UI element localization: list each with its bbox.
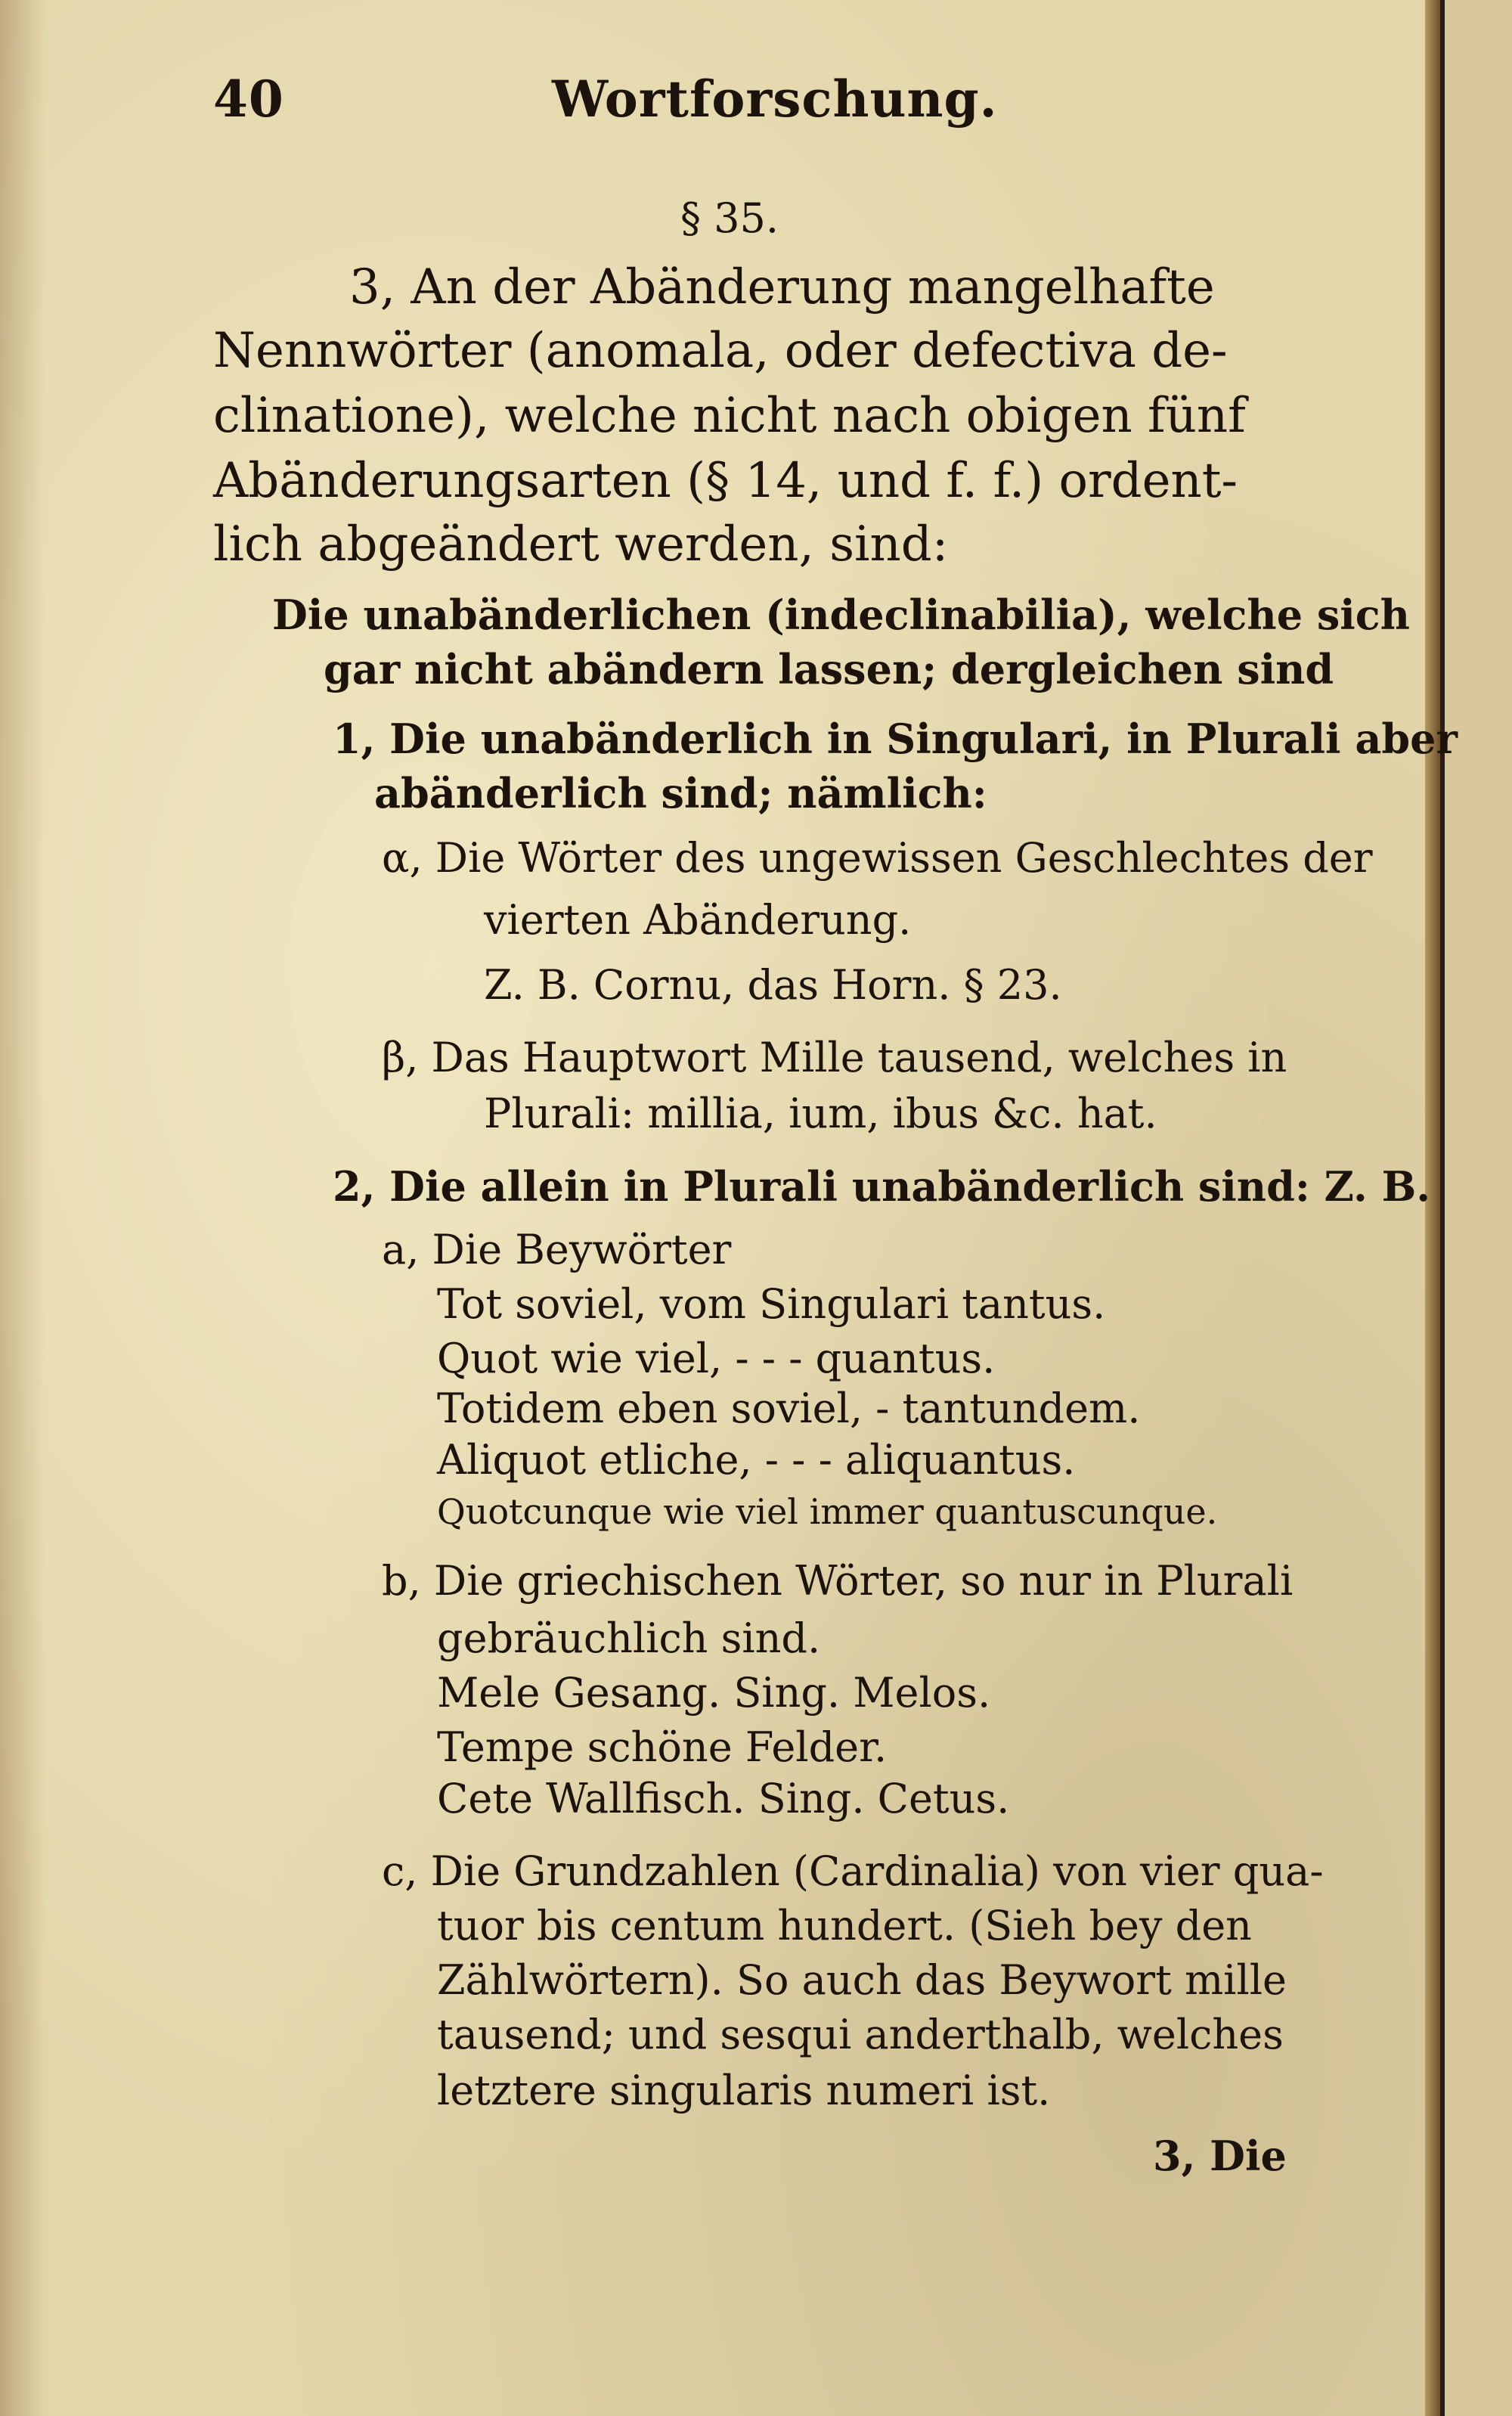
catchword: 3, Die — [1153, 2132, 1287, 2180]
text-line: tausend; und sesqui anderthalb, welches — [437, 2011, 1284, 2058]
text-line: Die unabänderlichen (indeclinabilia), welche sich — [272, 591, 1410, 639]
text-line: clinatione), welche nicht nach obigen fünf — [213, 388, 1246, 444]
text-line: Nennwörter (anomala, oder defectiva de- — [213, 323, 1228, 379]
text-line: Z. B. Cornu, das Horn. § 23. — [484, 961, 1062, 1009]
text-line: Abänderungsarten (§ 14, und f. f.) ordent- — [213, 453, 1238, 509]
text-line: Plurali: millia, ium, ibus &c. hat. — [484, 1090, 1157, 1137]
table-row: Quot wie viel, - - - quantus. — [437, 1335, 996, 1382]
table-row: Mele Gesang. Sing. Melos. — [437, 1669, 991, 1717]
text-line: gar nicht abändern lassen; dergleichen sind — [324, 645, 1334, 693]
text-line: gebräuchlich sind. — [437, 1614, 821, 1662]
table-row: Tempe schöne Felder. — [437, 1723, 888, 1771]
section-heading: § 35. — [680, 194, 779, 242]
table-row: Aliquot etliche, - - - aliquantus. — [437, 1436, 1076, 1484]
adjacent-page-strip — [1440, 0, 1512, 2416]
table-row: Quotcunque wie viel immer quantuscunque. — [437, 1491, 1218, 1532]
text-line: letztere singularis numeri ist. — [437, 2067, 1051, 2114]
list-item: α, Die Wörter des ungewissen Geschlechtes der — [382, 834, 1373, 882]
text-line: tuor bis centum hundert. (Sieh bey den — [437, 1902, 1252, 1949]
page-number: 40 — [213, 70, 284, 129]
list-item: 2, Die allein in Plurali unabänderlich sind: Z. B. — [333, 1162, 1431, 1211]
text-line: lich abgeändert werden, sind: — [213, 516, 949, 572]
table-row: Totidem eben soviel, - tantundem. — [437, 1385, 1141, 1432]
table-row: Cete Wallfisch. Sing. Cetus. — [437, 1775, 1010, 1822]
table-row: Tot soviel, vom Singulari tantus. — [437, 1280, 1106, 1328]
text-line: vierten Abänderung. — [484, 896, 912, 944]
running-head: Wortforschung. — [552, 70, 998, 129]
text-line: Zählwörtern). So auch das Beywort mille — [437, 1956, 1287, 2004]
list-item: 1, Die unabänderlich in Singulari, in Plurali aber — [333, 715, 1458, 763]
text-line: abänderlich sind; nämlich: — [374, 769, 987, 817]
text-line: 3, An der Abänderung mangelhafte — [349, 259, 1215, 315]
list-item: c, Die Grundzahlen (Cardinalia) von vier qua- — [382, 1847, 1324, 1895]
list-item: a, Die Beywörter — [382, 1226, 732, 1273]
list-item: β, Das Hauptwort Mille tausend, welches in — [382, 1034, 1287, 1081]
list-item: b, Die griechischen Wörter, so nur in Plurali — [382, 1557, 1294, 1605]
